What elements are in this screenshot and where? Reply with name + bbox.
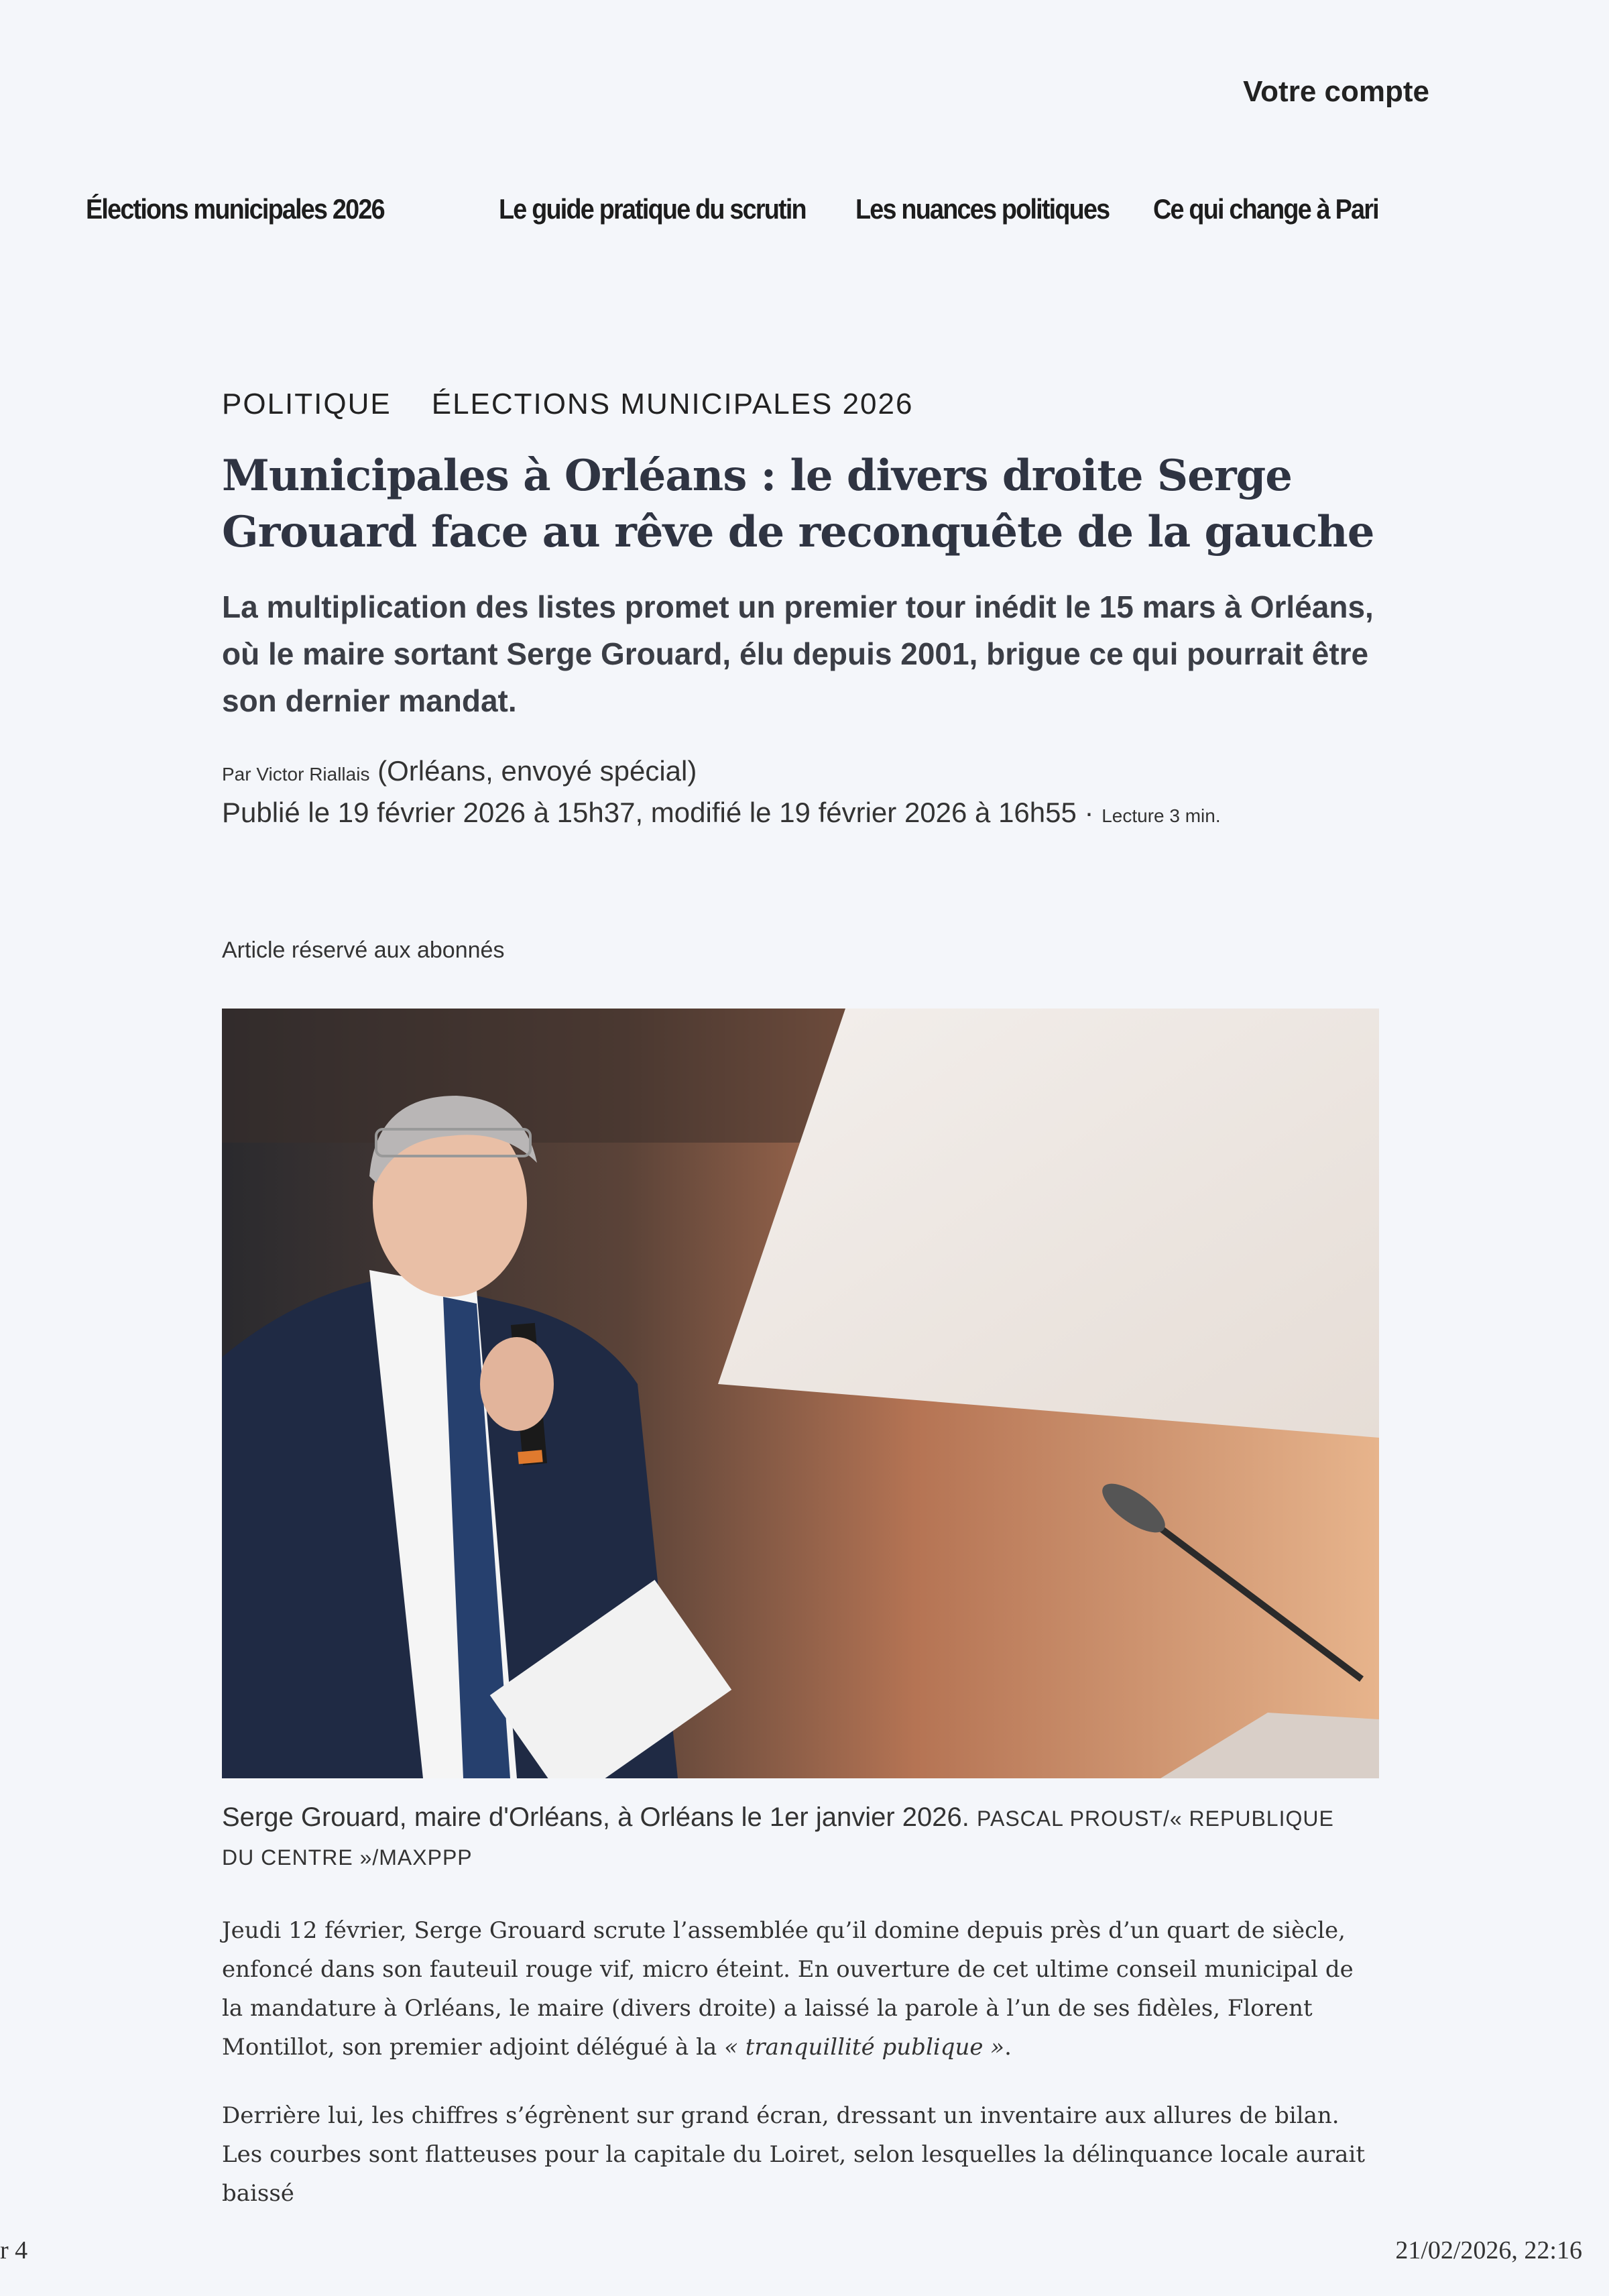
nav-item-nuances[interactable]: Les nuances politiques bbox=[855, 193, 1110, 225]
photo-credit: PASCAL PROUST/« REPUBLIQUE DU CENTRE »/MAXPPP bbox=[222, 1806, 1334, 1870]
article-byline bbox=[222, 755, 697, 787]
photo-illustration bbox=[222, 1009, 1379, 1778]
dot-separator: · bbox=[1084, 797, 1102, 828]
kicker-topic[interactable]: ÉLECTIONS MUNICIPALES 2026 bbox=[431, 388, 914, 420]
paragraph-1-text: Jeudi 12 février, Serge Grouard scrute l’assemblée qu’il domine depuis près d’un quart de siècle, enfoncé dans son fauteuil rouge vif, micro éteint. En ouverture de cet ultime conseil municipal de la mandature à Orléans, le maire (divers droite) a laissé la parole à l’un de ses fidèles, Florent Montillot, son premier adjoint délégué à la bbox=[222, 1917, 1354, 2061]
article-photo bbox=[222, 1009, 1379, 1778]
page-footer-number: r 4 bbox=[0, 2236, 28, 2264]
page-footer-timestamp: 21/02/2026, 22:16 bbox=[1395, 2236, 1582, 2264]
article-dateline bbox=[222, 797, 1221, 829]
publish-date: Publié le 19 février 2026 à 15h37, modifié le 19 février 2026 à 16h55 bbox=[222, 797, 1077, 828]
article-subtitle: La multiplication des listes promet un premier tour inédit le 15 mars à Orléans, où le maire sortant Serge Grouard, élu depuis 2001, brigue ce qui pourrait être son dernier mandat. bbox=[222, 589, 1374, 718]
caption-text: Serge Grouard, maire d'Orléans, à Orléans le 1er janvier 2026. bbox=[222, 1802, 969, 1832]
nav-item-guide[interactable]: Le guide pratique du scrutin bbox=[499, 193, 806, 225]
paragraph-1-end: . bbox=[1004, 2034, 1012, 2061]
kicker-rubric[interactable]: POLITIQUE bbox=[222, 388, 392, 420]
photo-caption bbox=[222, 1798, 1362, 1876]
article-title: Municipales à Orléans : le divers droite Serge Grouard face au rêve de reconquête de la gauche bbox=[222, 451, 1374, 557]
paragraph-1-quote: « tranquillité publique » bbox=[724, 2034, 1005, 2061]
byline-author[interactable]: Par Victor Riallais bbox=[222, 764, 370, 785]
byline-location: (Orléans, envoyé spécial) bbox=[377, 755, 697, 787]
subscriber-badge: Article réservé aux abonnés bbox=[222, 937, 505, 963]
nav-item-paris[interactable]: Ce qui change à Pari bbox=[1153, 193, 1378, 225]
nav-item-elections[interactable]: Élections municipales 2026 bbox=[86, 193, 384, 225]
article-kicker bbox=[222, 388, 953, 421]
article-paragraph-2: Derrière lui, les chiffres s’égrènent sur grand écran, dressant un inventaire aux allures de bilan. Les courbes sont flatteuses pour la capitale du Loiret, selon lesquelles la délinquance locale aurait baissé bbox=[222, 2102, 1365, 2207]
section-nav bbox=[86, 193, 1390, 233]
article-paragraph-1 bbox=[222, 1911, 1375, 2067]
account-link[interactable]: Votre compte bbox=[1243, 75, 1429, 108]
reading-time: Lecture 3 min. bbox=[1101, 805, 1221, 826]
